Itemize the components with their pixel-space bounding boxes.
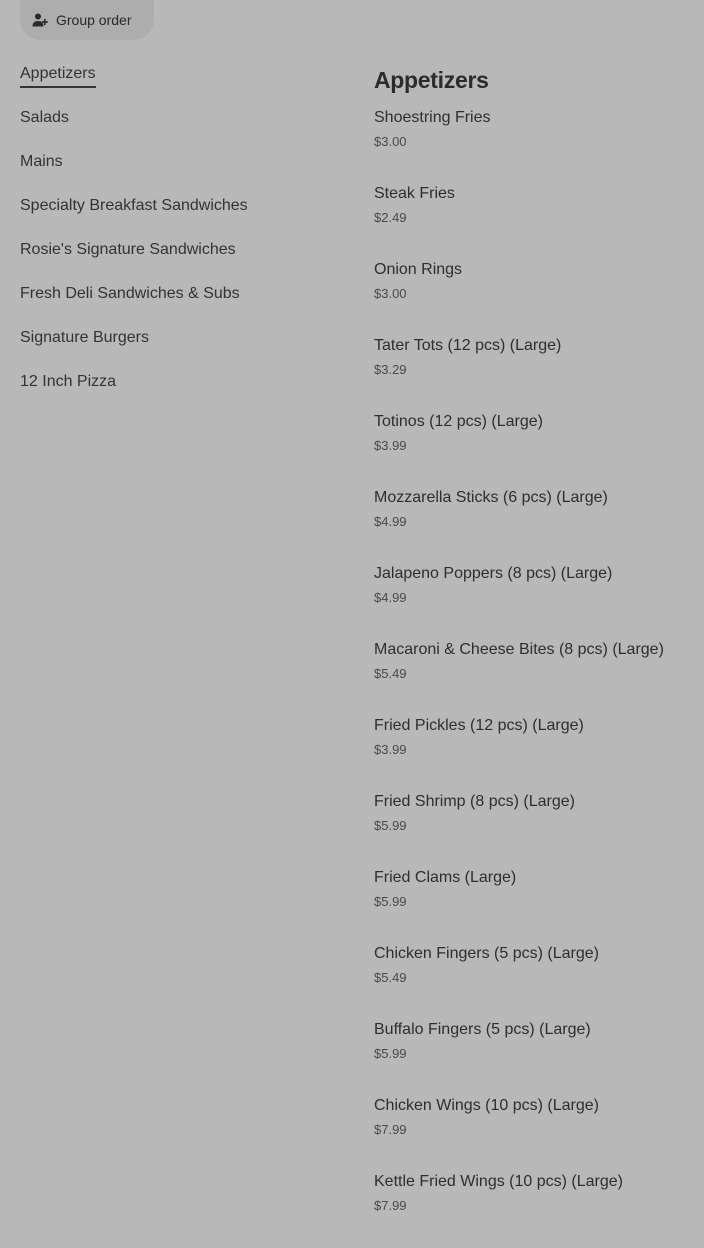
menu-section: [374, 62, 694, 1248]
menu-item[interactable]: [374, 488, 694, 564]
menu-item-price: $7.99: [374, 1122, 407, 1137]
sidebar-item-fresh-deli-sandwiches-subs[interactable]: [20, 280, 340, 324]
menu-item[interactable]: [374, 336, 694, 412]
sidebar-item-rosies-signature-sandwiches[interactable]: [20, 236, 340, 280]
sidebar-item-label: 12 Inch Pizza: [20, 373, 117, 390]
menu-item-name: Chicken Wings (10 pcs) (Large): [374, 1097, 599, 1114]
sidebar-item-signature-burgers[interactable]: [20, 324, 340, 368]
category-sidebar: [20, 60, 340, 412]
menu-item-name: Macaroni & Cheese Bites (8 pcs) (Large): [374, 641, 664, 658]
menu-item[interactable]: [374, 716, 694, 792]
menu-item-price: $7.99: [374, 1198, 407, 1213]
menu-item-name: Kettle Fried Wings (10 pcs) (Large): [374, 1173, 623, 1190]
menu-item-price: $5.49: [374, 970, 407, 985]
menu-item-name: Shoestring Fries: [374, 109, 491, 126]
menu-item-price: $4.99: [374, 514, 407, 529]
menu-item[interactable]: [374, 1096, 694, 1172]
menu-item-price: $2.49: [374, 210, 407, 225]
menu-item-name: Fried Shrimp (8 pcs) (Large): [374, 793, 575, 810]
add-person-icon: [32, 12, 48, 28]
sidebar-item-specialty-breakfast-sandwiches[interactable]: [20, 192, 340, 236]
menu-item[interactable]: [374, 944, 694, 1020]
menu-item[interactable]: [374, 1172, 694, 1248]
menu-item[interactable]: [374, 868, 694, 944]
menu-item-name: Totinos (12 pcs) (Large): [374, 413, 543, 430]
menu-item-price: $5.49: [374, 666, 407, 681]
menu-item[interactable]: [374, 260, 694, 336]
menu-item-name: Mozzarella Sticks (6 pcs) (Large): [374, 489, 608, 506]
menu-item-name: Buffalo Fingers (5 pcs) (Large): [374, 1021, 591, 1038]
menu-item-price: $5.99: [374, 818, 407, 833]
menu-item-price: $3.00: [374, 286, 407, 301]
menu-item[interactable]: [374, 1020, 694, 1096]
sidebar-item-label: Rosie's Signature Sandwiches: [20, 241, 236, 258]
sidebar-item-label: Specialty Breakfast Sandwiches: [20, 197, 248, 214]
menu-item[interactable]: [374, 564, 694, 640]
menu-item-price: $3.99: [374, 438, 407, 453]
sidebar-item-salads[interactable]: [20, 104, 340, 148]
menu-item-price: $3.99: [374, 742, 407, 757]
menu-item[interactable]: [374, 184, 694, 260]
sidebar-item-label: Mains: [20, 153, 63, 170]
menu-item[interactable]: [374, 108, 694, 184]
section-title: Appetizers: [374, 67, 489, 93]
sidebar-item-12-inch-pizza[interactable]: [20, 368, 340, 412]
menu-item-price: $5.99: [374, 894, 407, 909]
menu-item-price: $4.99: [374, 590, 407, 605]
menu-item[interactable]: [374, 792, 694, 868]
menu-item-name: Tater Tots (12 pcs) (Large): [374, 337, 562, 354]
menu-item-name: Fried Clams (Large): [374, 869, 517, 886]
menu-item-name: Jalapeno Poppers (8 pcs) (Large): [374, 565, 613, 582]
menu-item-price: $3.29: [374, 362, 407, 377]
menu-item-price: $3.00: [374, 134, 407, 149]
menu-item-price: $5.99: [374, 1046, 407, 1061]
menu-item-name: Fried Pickles (12 pcs) (Large): [374, 717, 584, 734]
sidebar-item-label: Salads: [20, 109, 69, 126]
menu-item[interactable]: [374, 640, 694, 716]
sidebar-item-appetizers[interactable]: [20, 60, 340, 104]
sidebar-item-label: Fresh Deli Sandwiches & Subs: [20, 285, 240, 302]
group-order-label: Group order: [56, 12, 132, 28]
sidebar-item-label: Appetizers: [20, 60, 96, 88]
menu-item-name: Onion Rings: [374, 261, 463, 278]
menu-item-name: Chicken Fingers (5 pcs) (Large): [374, 945, 599, 962]
group-order-button[interactable]: [20, 0, 154, 40]
sidebar-item-label: Signature Burgers: [20, 329, 149, 346]
menu-item-name: Steak Fries: [374, 185, 455, 202]
sidebar-item-mains[interactable]: [20, 148, 340, 192]
menu-item-list: [374, 108, 694, 1248]
menu-item[interactable]: [374, 412, 694, 488]
